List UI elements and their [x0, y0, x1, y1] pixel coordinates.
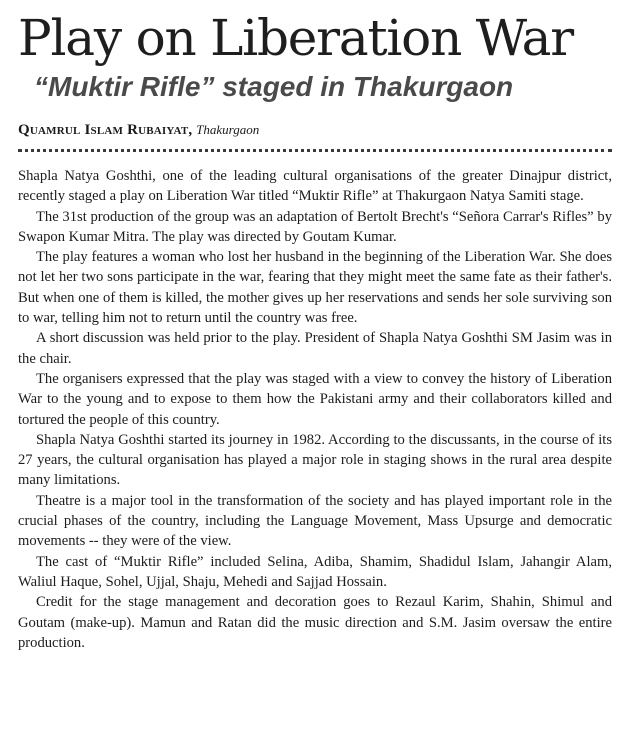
headline: Play on Liberation War [18, 9, 573, 67]
dotted-divider [18, 149, 612, 152]
article-paragraph: Credit for the stage management and decoration goes to Rezaul Karim, Shahin, Shimul and Goutam (make-up). Mamun and Ratan did the music direction and S.M. Jasim oversaw the entire production. [18, 594, 612, 651]
news-article [18, 8, 612, 653]
article-paragraph: A short discussion was held prior to the play. President of Shapla Natya Goshthi SM Jasim was in the chair. [18, 330, 612, 367]
article-paragraph: The play features a woman who lost her husband in the beginning of the Liberation War. She does not let her two sons participate in the war, fearing that they might meet the same fate as their father's. But when one of them is killed, the mother gives up her reservations and sends her sole surviving son to war, telling him not to return until the country was free. [18, 249, 612, 327]
article-paragraph: The organisers expressed that the play was staged with a view to convey the history of Liberation War to the young and to expose to them how the Pakistani army and their collaborators killed and tortured the people of this country. [18, 370, 612, 428]
article-body [18, 166, 612, 653]
byline-author: Quamrul Islam Rubaiyat, [18, 122, 193, 138]
article-paragraph: The cast of “Muktir Rifle” included Selina, Adiba, Shamim, Shadidul Islam, Jahangir Alam, Waliul Haque, Sohel, Ujjal, Shaju, Mehedi and Sajjad Hossain. [18, 553, 612, 590]
article-paragraph: Shapla Natya Goshthi, one of the leading cultural organisations of the greater Dinajpur district, recently staged a play on Liberation War titled “Muktir Rifle” at Thakurgaon Natya Samiti stage. [18, 168, 612, 205]
article-paragraph: Theatre is a major tool in the transformation of the society and has played important role in the crucial phases of the country, including the Language Movement, Mass Upsurge and democratic movements -- they were of the view. [18, 492, 612, 550]
article-paragraph: Shapla Natya Goshthi started its journey in 1982. According to the discussants, in the course of its 27 years, the cultural organisation has played a major role in staging shows in the rural area despite many limitations. [18, 431, 612, 489]
byline [18, 120, 612, 140]
byline-place: Thakurgaon [196, 122, 260, 137]
article-paragraph: The 31st production of the group was an adaptation of Bertolt Brecht's “Señora Carrar's Rifles” by Swapon Kumar Mitra. The play was directed by Goutam Kumar. [18, 208, 612, 245]
subheadline: “Muktir Rifle” staged in Thakurgaon [34, 71, 514, 102]
